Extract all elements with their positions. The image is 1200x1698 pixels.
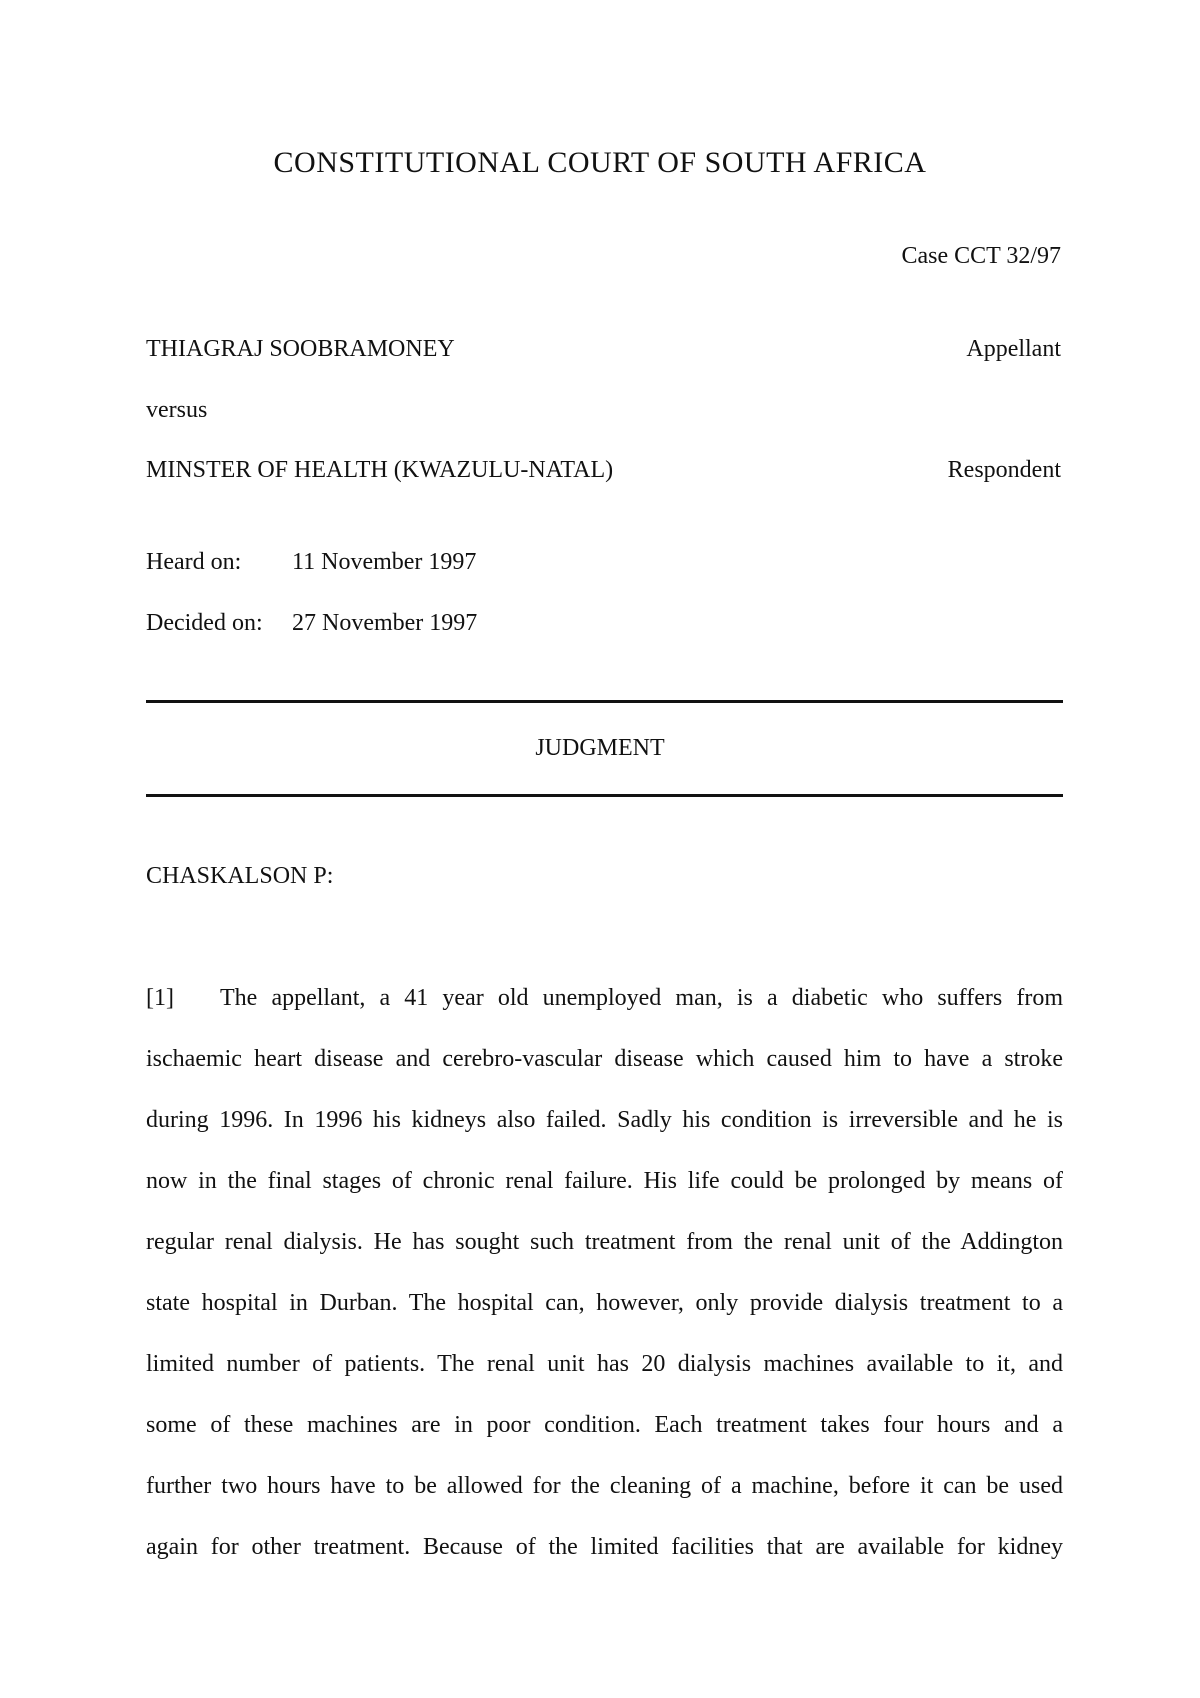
paragraph-line: The appellant, a 41 year old unemployed man, is a diabetic who suffers from — [220, 985, 1063, 1011]
paragraph-line: limited number of patients. The renal unit has 20 dialysis machines available to it, and — [146, 1351, 1063, 1377]
paragraph-line: regular renal dialysis. He has sought such treatment from the renal unit of the Addington — [146, 1229, 1063, 1255]
paragraph-line: again for other treatment. Because of the limited facilities that are available for kidney — [146, 1534, 1063, 1560]
respondent-role: Respondent — [947, 457, 1061, 483]
heard-on-date: 11 November 1997 — [292, 549, 477, 575]
paragraph-line: further two hours have to be allowed for the cleaning of a machine, before it can be used — [146, 1473, 1063, 1499]
paragraph-line: state hospital in Durban. The hospital can, however, only provide dialysis treatment to a — [146, 1290, 1063, 1316]
judgment-heading: JUDGMENT — [535, 735, 665, 761]
bottom-divider — [146, 794, 1063, 797]
appellant-role: Appellant — [966, 336, 1061, 362]
paragraph-number: [1] — [146, 985, 174, 1011]
top-divider — [146, 700, 1063, 703]
judge-name: CHASKALSON P: — [146, 863, 334, 889]
paragraph-line: during 1996. In 1996 his kidneys also failed. Sadly his condition is irreversible and he is — [146, 1107, 1063, 1133]
paragraph-line: now in the final stages of chronic renal failure. His life could be prolonged by means of — [146, 1168, 1063, 1194]
decided-on-label: Decided on: — [146, 610, 263, 636]
heard-on-label: Heard on: — [146, 549, 242, 575]
case-number: Case CCT 32/97 — [901, 243, 1061, 269]
versus-text: versus — [146, 397, 208, 423]
paragraph-line: some of these machines are in poor condition. Each treatment takes four hours and a — [146, 1412, 1063, 1438]
appellant-name: THIAGRAJ SOOBRAMONEY — [146, 336, 455, 362]
paragraph-line: ischaemic heart disease and cerebro-vascular disease which caused him to have a stroke — [146, 1046, 1063, 1072]
respondent-name: MINSTER OF HEALTH (KWAZULU-NATAL) — [146, 457, 614, 483]
decided-on-date: 27 November 1997 — [292, 610, 478, 636]
court-title: CONSTITUTIONAL COURT OF SOUTH AFRICA — [273, 146, 927, 179]
